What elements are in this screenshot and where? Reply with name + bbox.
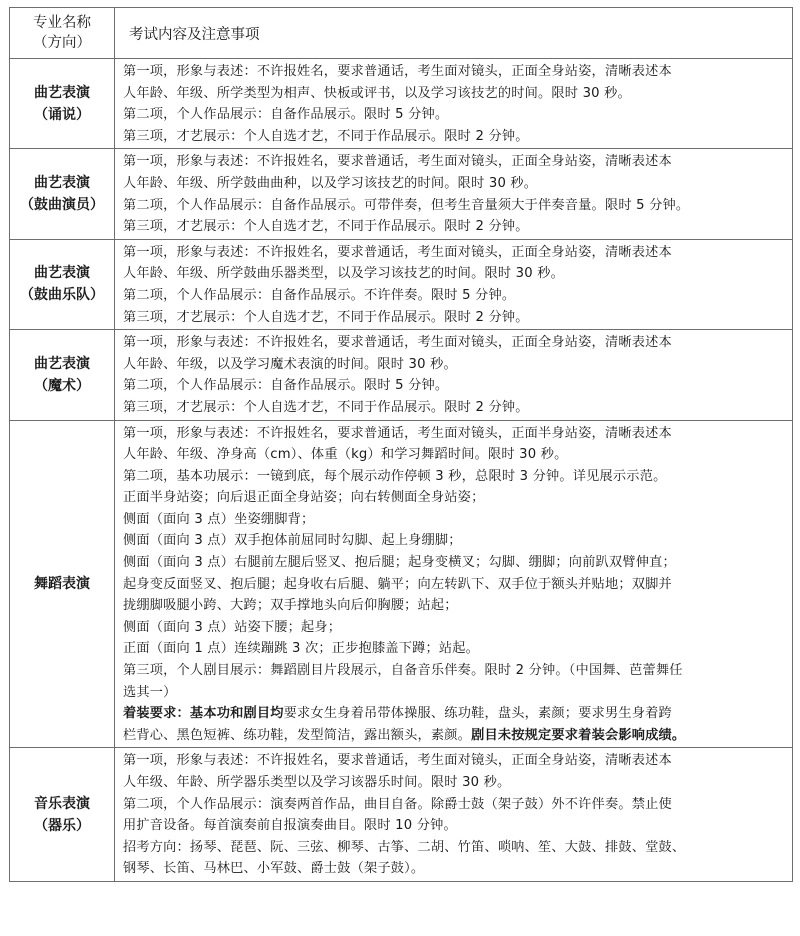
content-line: 侧面（面向 3 点）站姿下腰；起身； (123, 619, 342, 635)
content-line: 选其一） (123, 684, 177, 700)
content-line: 侧面（面向 3 点）坐姿绷脚背； (123, 511, 315, 527)
content-cell (115, 330, 793, 420)
major-name: 曲艺表演 (34, 265, 90, 282)
major-cell (10, 748, 115, 882)
table-row (10, 330, 793, 420)
content-cell (115, 748, 793, 882)
content-line: 第三项，个人剧目展示：舞蹈剧目片段展示，自备音乐伴奏。限时 2 分钟。（中国舞、芭蕾舞任 (123, 663, 683, 679)
content-line: 拢绷脚吸腿小跨、大跨；双手撑地头向后仰胸腰；站起； (123, 598, 458, 614)
major-name: 曲艺表演 (34, 355, 90, 372)
content-line: 用扩音设备。每首演奏前自报演奏曲目。限时 10 分钟。 (123, 818, 457, 834)
content-line: 第一项，形象与表述：不许报姓名，要求普通话，考生面对镜头，正面全身站姿，清晰表述本 (123, 244, 672, 260)
content-line: 人年龄、年级、净身高（cm）、体重（kg）和学习舞蹈时间。限时 30 秒。 (123, 447, 568, 463)
major-direction: （诵说） (34, 106, 90, 123)
content-line: 第二项，个人作品展示：自备作品展示。限时 5 分钟。 (123, 378, 449, 394)
table-row (10, 59, 793, 149)
header-major-cell (10, 8, 115, 59)
exam-requirements-table (9, 7, 793, 882)
major-name: 舞蹈表演 (34, 575, 90, 592)
content-line: 第一项，形象与表述：不许报姓名，要求普通话，考生面对镜头，正面全身站姿，清晰表述本 (123, 154, 672, 170)
content-line: 侧面（面向 3 点）右腿前左腿后竖叉、抱后腿；起身变横叉；勾脚、绷脚；向前趴双臂伸直； (123, 555, 676, 571)
content-line: 人年龄、年级，以及学习魔术表演的时间。限时 30 秒。 (123, 356, 457, 372)
content-line: 正面（面向 1 点）连续蹦跳 3 次；正步抱膝盖下蹲；站起。 (123, 641, 480, 657)
content-cell (115, 239, 793, 329)
major-cell (10, 239, 115, 329)
table-row (10, 420, 793, 748)
attire-text: 要求女生身着吊带体操服、练功鞋，盘头，素颜；要求男生身着跨 (283, 706, 672, 722)
table-row (10, 748, 793, 882)
table-row (10, 149, 793, 239)
attire-warning: 剧目未按规定要求着装会影响成绩。 (471, 727, 686, 743)
content-line: 第三项，才艺展示：个人自选才艺，不同于作品展示。限时 2 分钟。 (123, 399, 529, 415)
attire-requirement-cont (123, 725, 786, 747)
header-major-label: 专业名称 (33, 15, 91, 31)
major-cell (10, 59, 115, 149)
content-line: 第二项，个人作品展示：自备作品展示。限时 5 分钟。 (123, 107, 449, 123)
major-name: 曲艺表演 (34, 84, 90, 101)
attire-text: 栏背心、黑色短裤、练功鞋，发型简洁，露出额头，素颜。 (123, 727, 472, 743)
content-line: 钢琴、长笛、马林巴、小军鼓、爵士鼓（架子鼓）。 (123, 861, 425, 877)
major-cell (10, 330, 115, 420)
content-line: 招考方向：扬琴、琵琶、阮、三弦、柳琴、古筝、二胡、竹笛、唢呐、笙、大鼓、排鼓、堂鼓、 (123, 839, 686, 855)
content-line: 人年龄、年级、所学鼓曲乐器类型，以及学习该技艺的时间。限时 30 秒。 (123, 266, 564, 282)
content-line: 侧面（面向 3 点）双手抱体前屈同时勾脚、起上身绷脚； (123, 533, 462, 549)
content-line: 人年龄、年级、所学类型为相声、快板或评书，以及学习该技艺的时间。限时 30 秒。 (123, 85, 631, 101)
attire-requirement (123, 703, 786, 725)
content-line: 起身变反面竖叉、抱后腿；起身收右后腿、躺平；向左转趴下、双手位于额头并贴地；双脚并 (123, 576, 672, 592)
attire-label: 着装要求：基本功和剧目均 (123, 706, 284, 722)
content-line: 第一项，形象与表述：不许报姓名，要求普通话，考生面对镜头，正面全身站姿，清晰表述本 (123, 64, 672, 79)
content-line: 第一项，形象与表述：不许报姓名，要求普通话，考生面对镜头，正面全身站姿，清晰表述本 (123, 335, 672, 351)
content-line: 第三项，才艺展示：个人自选才艺，不同于作品展示。限时 2 分钟。 (123, 219, 529, 235)
header-content-cell (115, 8, 793, 59)
major-cell (10, 149, 115, 239)
major-direction: （鼓曲乐队） (20, 287, 104, 304)
content-cell (115, 420, 793, 748)
major-name: 曲艺表演 (34, 175, 90, 192)
content-line: 第一项，形象与表述：不许报姓名，要求普通话，考生面对镜头，正面全身站姿，清晰表述本 (123, 753, 672, 769)
content-line: 第三项，才艺展示：个人自选才艺，不同于作品展示。限时 2 分钟。 (123, 309, 529, 325)
header-content-label: 考试内容及注意事项 (129, 26, 260, 43)
major-direction: （鼓曲演员） (20, 197, 104, 214)
content-cell (115, 149, 793, 239)
major-cell (10, 420, 115, 748)
content-line: 正面半身站姿；向后退正面全身站姿；向右转侧面全身站姿； (123, 490, 485, 506)
content-line: 人年龄、年级、所学鼓曲曲种，以及学习该技艺的时间。限时 30 秒。 (123, 175, 538, 191)
major-direction: （器乐） (34, 817, 90, 834)
content-line: 第二项，个人作品展示：自备作品展示。不许伴奏。限时 5 分钟。 (123, 287, 516, 303)
major-name: 音乐表演 (34, 795, 90, 812)
table-row (10, 239, 793, 329)
content-line: 第二项，个人作品展示：演奏两首作品，曲目自备。除爵士鼓（架子鼓）外不许伴奏。禁止使 (123, 796, 672, 812)
content-line: 第二项，基本功展示：一镜到底，每个展示动作停顿 3 秒，总限时 3 分钟。详见展示示范。 (123, 468, 667, 484)
header-direction-label: （方向） (33, 35, 91, 51)
table-header-row (10, 8, 793, 59)
content-cell (115, 59, 793, 149)
major-direction: （魔术） (34, 377, 90, 394)
content-line: 第三项，才艺展示：个人自选才艺，不同于作品展示。限时 2 分钟。 (123, 128, 529, 144)
content-line: 人年级、年龄、所学器乐类型以及学习该器乐时间。限时 30 秒。 (123, 775, 511, 790)
content-line: 第一项，形象与表述：不许报姓名，要求普通话，考生面对镜头，正面半身站姿，清晰表述本 (123, 425, 672, 441)
content-line: 第二项，个人作品展示：自备作品展示。可带伴奏，但考生音量须大于伴奏音量。限时 5 分钟。 (123, 197, 690, 213)
